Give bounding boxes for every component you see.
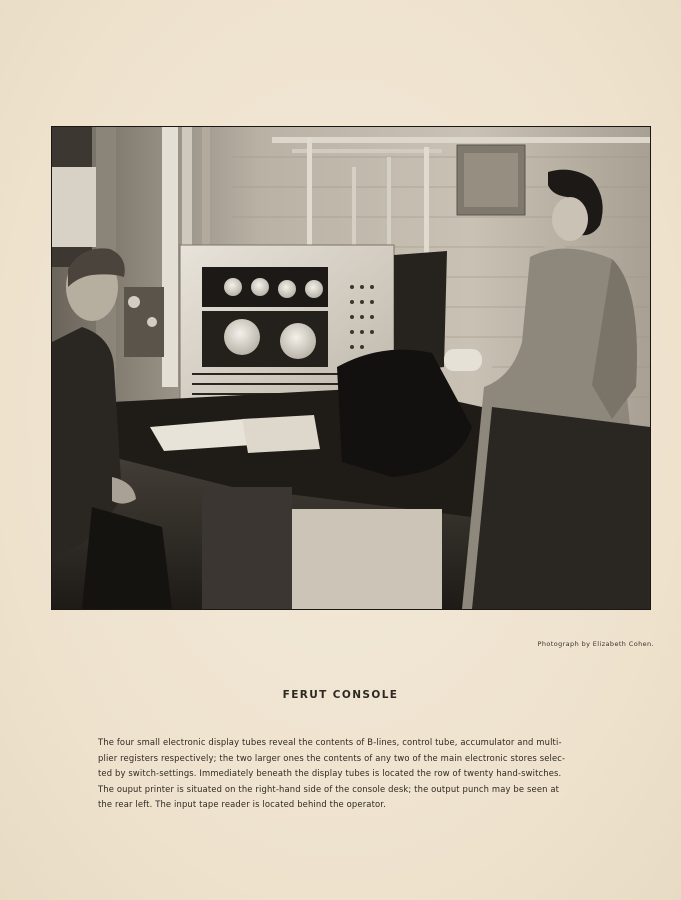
caption-line: ted by switch-settings. Immediately beneath the display tubes is located the row of twenty hand-switches. [98,768,562,779]
caption-line: The ouput printer is situated on the right-hand side of the console desk; the output punch may be seen at [98,783,560,794]
ferut-console-photograph [52,127,650,609]
photograph-icon [52,127,650,609]
caption-line: plier registers respectively; the two larger ones the contents of any two of the main electronic stores selec- [98,752,566,763]
caption-line: The four small electronic display tubes reveal the contents of B-lines, control tube, accumulator and multi- [98,737,562,747]
page-title: FERUT CONSOLE [282,689,399,701]
caption-paragraph [98,735,606,813]
photo-credit: Photograph by Elizabeth Cohen. [537,640,654,648]
caption-line: the rear left. The input tape reader is located behind the operator. [98,799,386,810]
